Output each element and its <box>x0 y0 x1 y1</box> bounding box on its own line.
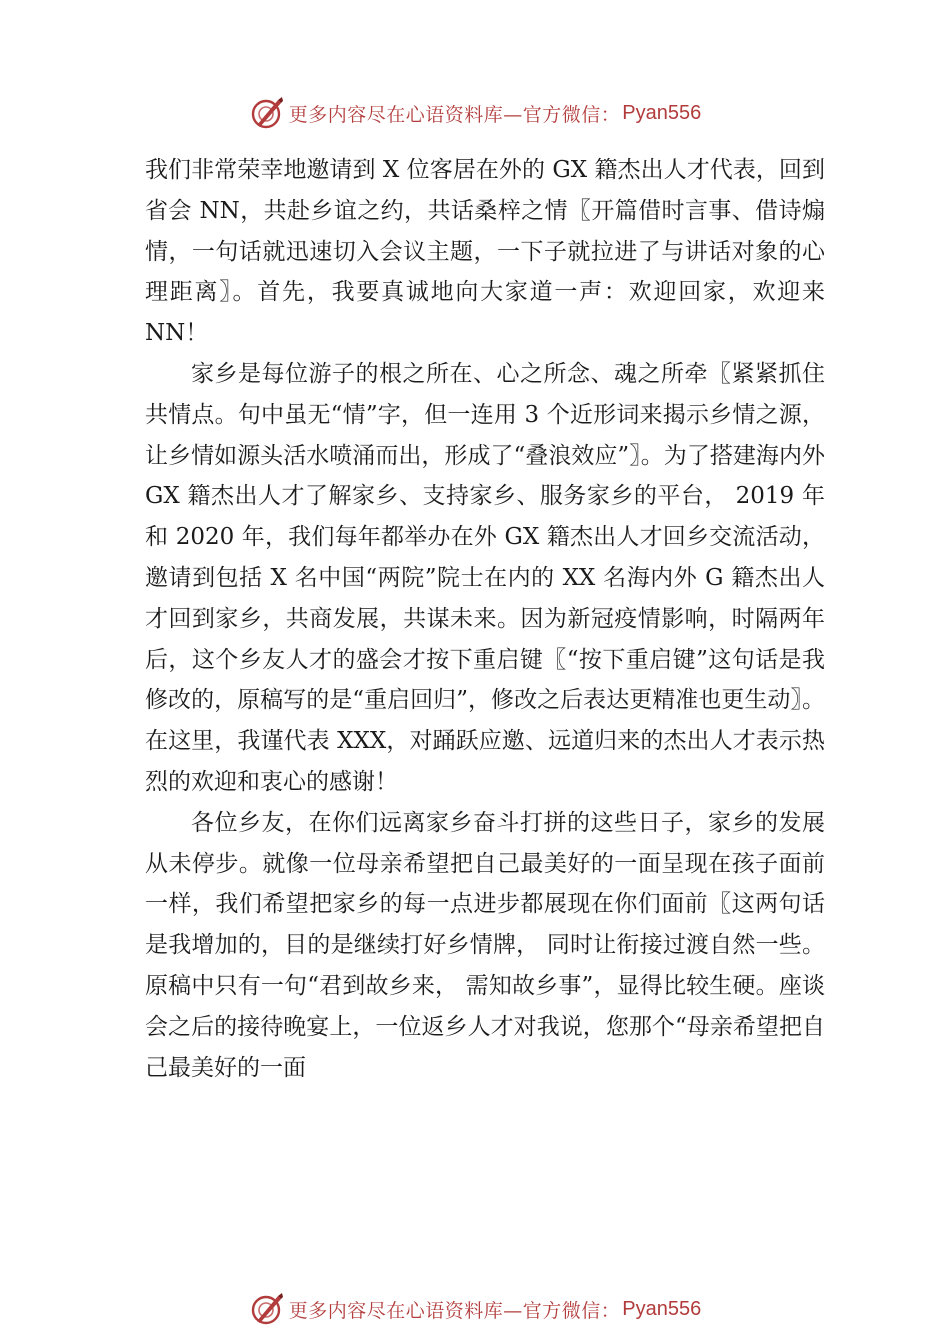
header-site-label: 更多内容尽在心语资料库—官方微信： <box>288 103 621 126</box>
pen-logo-icon <box>249 1291 285 1327</box>
footer-site-label: 更多内容尽在心语资料库—官方微信： <box>288 1299 621 1322</box>
header-banner <box>0 93 950 133</box>
paragraph: 家乡是每位游子的根之所在、心之所念、魂之所牵〖紧紧抓住共情点。句中虽无“情”字，但一连用 3 个近形词来揭示乡情之源，让乡情如源头活水喷涌而出，形成了“叠浪效应”〗。为了搭建海内外 GX 籍杰出人才了解家乡、支持家乡、服务家乡的平台， 2019 年和 2020 年，我们每年都举办在外 GX 籍杰出人才回乡交流活动，邀请到包括 X 名中国“两院”院士在内的 XX 名海内外 G 籍杰出人才回到家乡，共商发展，共谋未来。因为新冠疫情影响，时隔两年后，这个乡友人才的盛会才按下重启键〖“按下重启键”这句话是我修改的，原稿写的是“重启回归”，修改之后表达更精准也更生动〗。在这里，我谨代表 XXX，对踊跃应邀、远道归来的杰出人才表示热烈的欢迎和衷心的感谢！ <box>145 360 825 795</box>
paragraph: 我们非常荣幸地邀请到 X 位客居在外的 GX 籍杰出人才代表，回到省会 NN，共赴乡谊之约，共话桑梓之情〖开篇借时言事、借诗煽情，一句话就迅速切入会议主题，一下子就拉进了与讲话对象的心理距离〗。首先，我要真诚地向大家道一声：欢迎回家，欢迎来 NN！ <box>145 157 825 347</box>
footer-banner <box>0 1289 950 1329</box>
header-wechat-handle: Pyan556 <box>622 101 702 124</box>
footer-wechat-handle: Pyan556 <box>622 1297 702 1320</box>
document-body <box>145 150 825 1088</box>
paragraph: 各位乡友，在你们远离家乡奋斗打拼的这些日子，家乡的发展从未停步。就像一位母亲希望把自己最美好的一面呈现在孩子面前一样，我们希望把家乡的每一点进步都展现在你们面前〖这两句话是我增加的，目的是继续打好乡情牌， 同时让衔接过渡自然一些。原稿中只有一句“君到故乡来， 需知故乡事”，显得比较生硬。座谈会之后的接待晚宴上，一位返乡人才对我说，您那个“母亲希望把自己最美好的一面 <box>145 809 825 1081</box>
pen-logo-icon <box>249 95 285 131</box>
